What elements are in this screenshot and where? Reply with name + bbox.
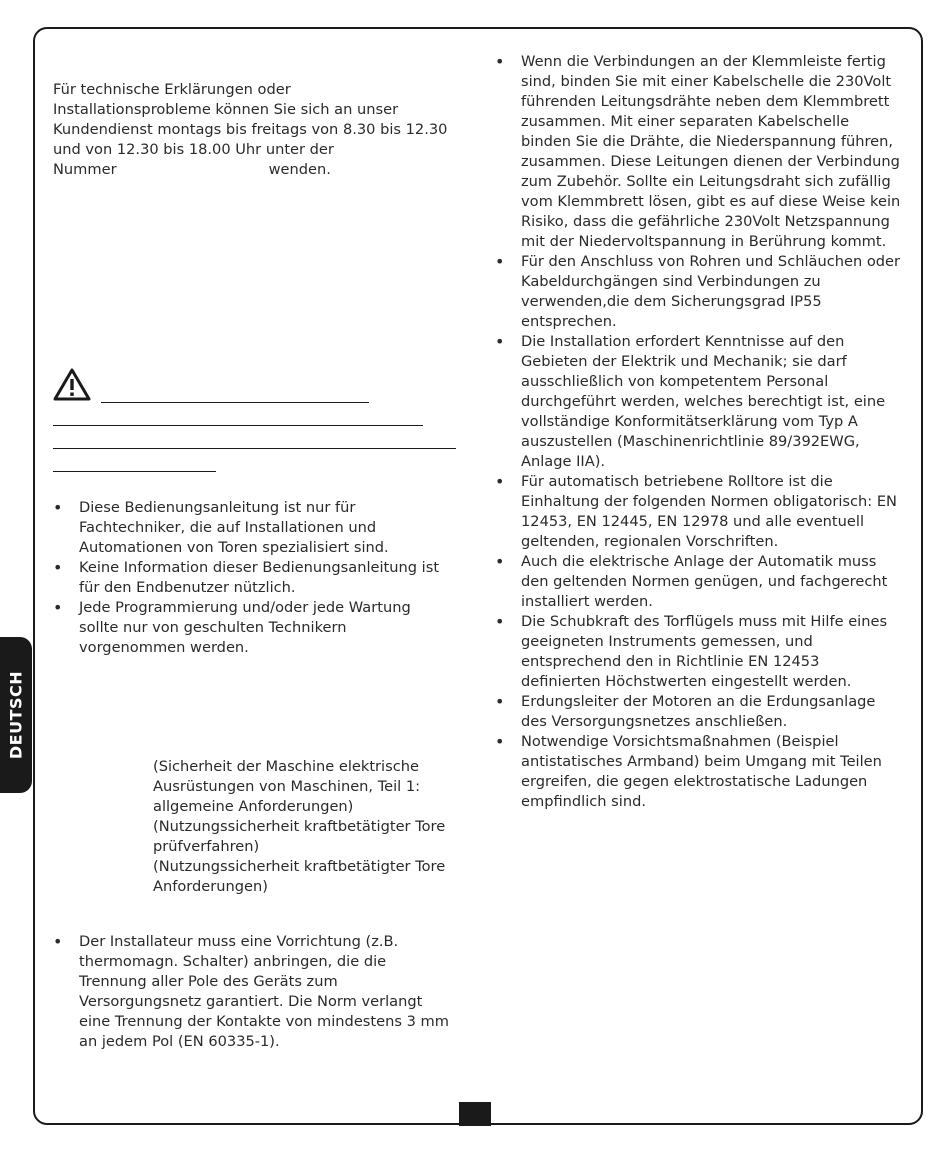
install-bullet-list bbox=[53, 932, 453, 1052]
list-item: • Für automatisch betriebene Rolltore ist die Einhaltung der folgenden Normen obligatorisch: EN 12453, EN 12445, EN 12978 und alle eventuell geltenden, regionalen Vorschriften. bbox=[495, 472, 903, 552]
contact-suffix: wenden. bbox=[268, 161, 331, 178]
list-item: • Die Schubkraft des Torflügels muss mit Hilfe eines geeigneten Instruments gemessen, und entsprechend den in Richtlinie EN 12453 definierten Höchstwerten eingestellt werden. bbox=[495, 612, 903, 692]
intro-bullet-list bbox=[53, 498, 453, 658]
list-item: • Die Installation erfordert Kenntnisse auf den Gebieten der Elektrik und Mechanik; sie darf ausschließlich von kompetentem Personal durchgeführt werden, welches berechtigt ist, eine vollständige Konformitätserklärung vom Typ A auszustellen (Maschinenrichtlinie 89/392EWG, Anlage IIA). bbox=[495, 332, 903, 472]
contact-number-line bbox=[53, 160, 453, 180]
contact-paragraph bbox=[53, 80, 453, 180]
norms-block bbox=[53, 757, 463, 897]
list-item: • Erdungsleiter der Motoren an die Erdungsanlage des Versorgungsnetzes anschließen. bbox=[495, 692, 903, 732]
norm-item: (Sicherheit der Maschine elektrische Ausrüstungen von Maschinen, Teil 1: allgemeine Anforderungen) bbox=[153, 758, 421, 815]
list-item: • Der Installateur muss eine Vorrichtung (z.B. thermomagn. Schalter) anbringen, die die Trennung aller Pole des Geräts zum Versorgungsnetz garantiert. Die Norm verlangt eine Trennung der Kontakte von mindestens 3 mm an jedem Pol (EN 60335-1). bbox=[53, 932, 453, 1052]
blank-line-2 bbox=[53, 425, 423, 426]
list-item: • Notwendige Vorsichtsmaßnahmen (Beispiel antistatisches Armband) beim Umgang mit Teilen ergreifen, die gegen elektrostatische Ladungen empfindlich sind. bbox=[495, 732, 903, 812]
list-item: • Für den Anschluss von Rohren und Schläuchen oder Kabeldurchgängen sind Verbindungen zu verwenden,die dem Sicherungsgrad IP55 entsprechen. bbox=[495, 252, 903, 332]
list-item: • Diese Bedienungsanleitung ist nur für Fachtechniker, die auf Installationen und Automationen von Toren spezialisiert sind. bbox=[53, 498, 453, 558]
blank-line-3 bbox=[53, 448, 456, 449]
blank-line-4 bbox=[53, 471, 216, 472]
list-item: • Keine Information dieser Bedienungsanleitung ist für den Endbenutzer nützlich. bbox=[53, 558, 453, 598]
safety-bullet-list bbox=[495, 52, 903, 812]
list-item: • Auch die elektrische Anlage der Automatik muss den geltenden Normen genügen, und fachgerecht installiert werden. bbox=[495, 552, 903, 612]
language-side-tab bbox=[0, 637, 32, 793]
contact-text: Für technische Erklärungen oder Installationsprobleme können Sie sich an unser Kundendienst montags bis freitags von 8.30 bis 12.30 und von 12.30 bis 18.00 Uhr unter der bbox=[53, 81, 448, 158]
language-label: DEUTSCH bbox=[6, 670, 26, 760]
list-item: • Wenn die Verbindungen an der Klemmleiste fertig sind, binden Sie mit einer Kabelschelle die 230Volt führenden Leitungsdrähte neben dem Klemmbrett zusammen. Mit einer separaten Kabelschelle binden Sie die Drähte, die Niederspannung führen, zusammen. Diese Leitungen dienen der Verbindung zum Zubehör. Sollte ein Leitungsdraht sich zufällig vom Klemmbrett lösen, gibt es auf diese Weise kein Risiko, dass die gefährliche 230Volt Netzspannung mit der Niedervoltspannung in Berührung kommt. bbox=[495, 52, 903, 252]
contact-prefix: Nummer bbox=[53, 161, 117, 178]
norm-item: (Nutzungssicherheit kraftbetätigter Tore prüfverfahren) bbox=[153, 818, 446, 855]
page-number-box bbox=[459, 1102, 491, 1126]
warning-triangle-icon bbox=[53, 368, 91, 401]
list-item: • Jede Programmierung und/oder jede Wartung sollte nur von geschulten Technikern vorgenommen werden. bbox=[53, 598, 453, 658]
blank-line-1 bbox=[101, 402, 369, 403]
norm-item: (Nutzungssicherheit kraftbetätigter Tore Anforderungen) bbox=[153, 858, 446, 895]
